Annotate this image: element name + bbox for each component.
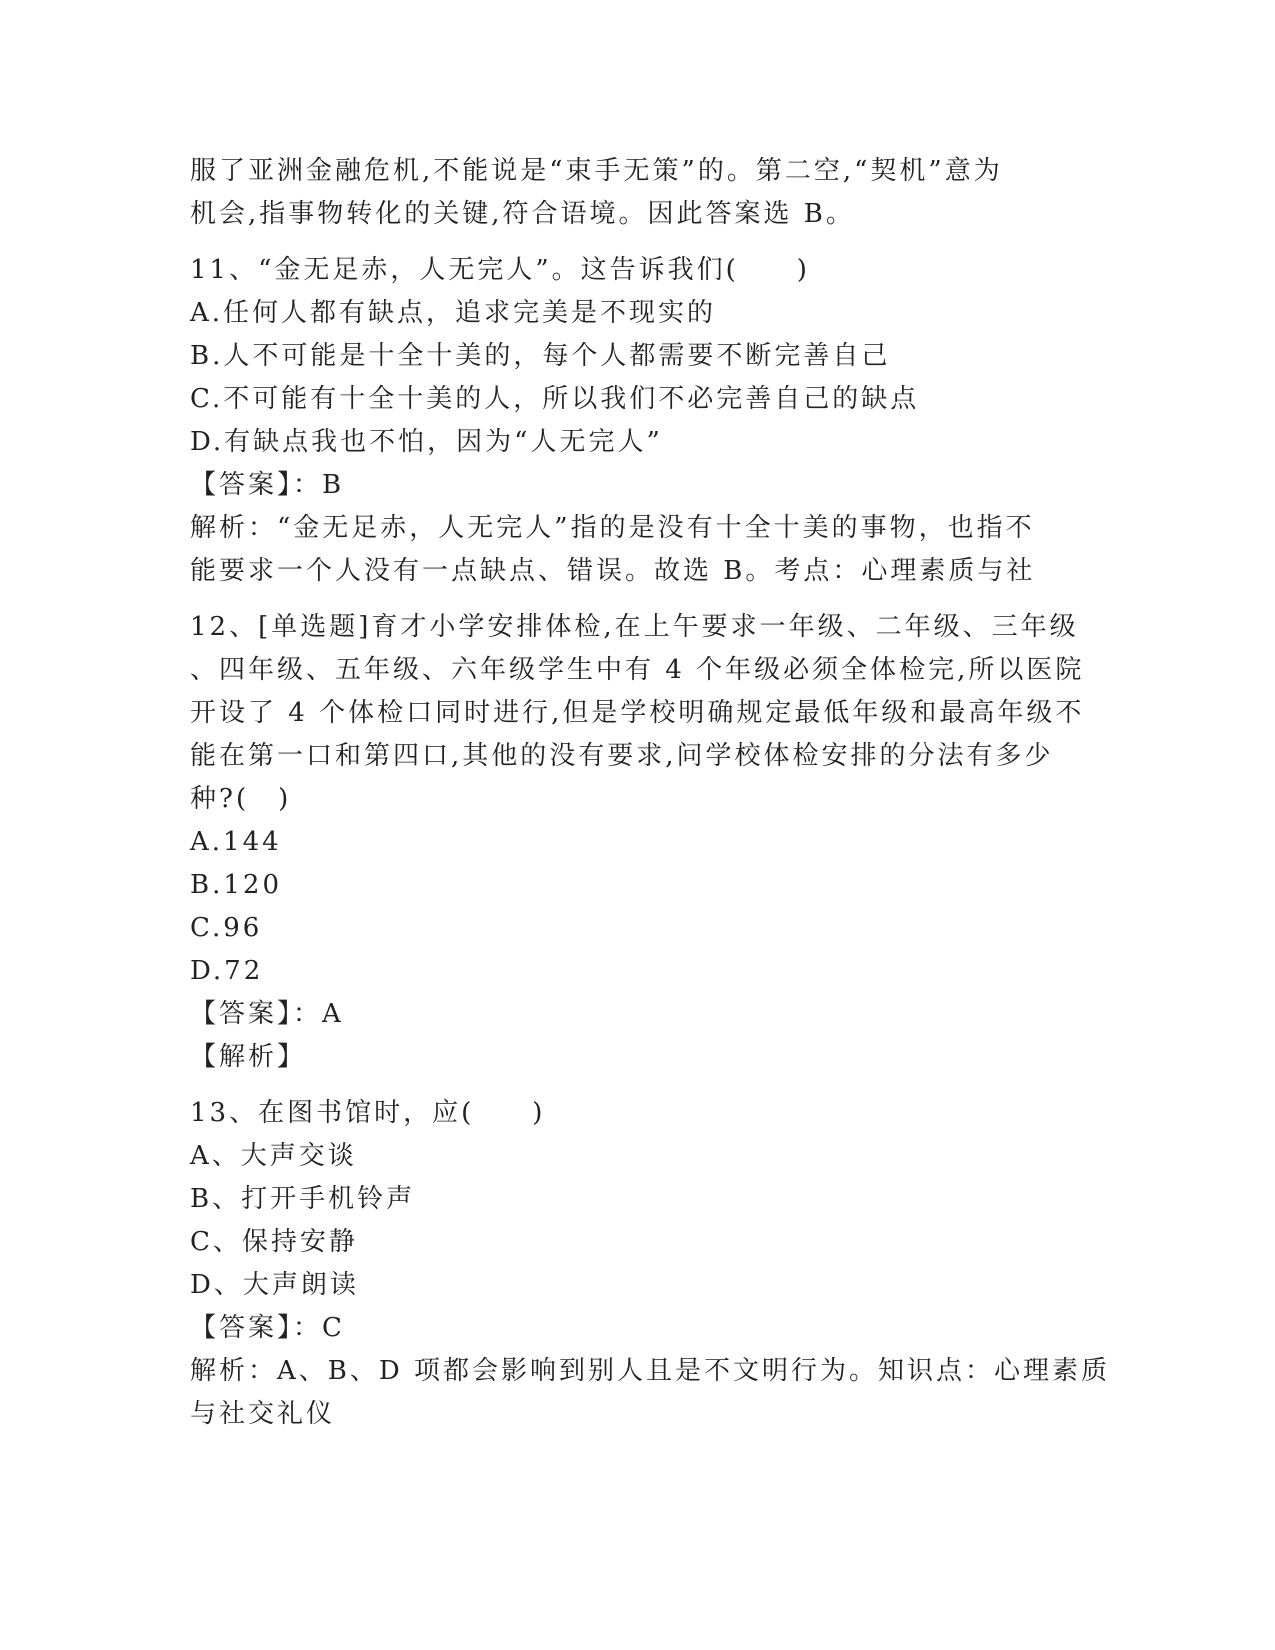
answer-line: 【答案】：B <box>190 470 345 500</box>
option-c: C、保持安静 <box>190 1227 358 1257</box>
analysis-label: 【解析】 <box>190 1042 307 1072</box>
answer-line: 【答案】：A <box>190 999 344 1029</box>
question-12 <box>190 606 1090 1079</box>
question-stem: 13、在图书馆时，应( ) <box>190 1098 546 1128</box>
option-b: B.120 <box>190 870 282 900</box>
spacer <box>190 593 1090 606</box>
intro-line: 服了亚洲金融危机,不能说是“束手无策”的。第二空,“契机”意为 <box>190 156 1003 186</box>
analysis-line: 能要求一个人没有一点缺点、错误。故选 B。考点：心理素质与社 <box>190 556 1036 586</box>
option-a: A.144 <box>190 827 282 857</box>
option-a: A.任何人都有缺点，追求完美是不现实的 <box>190 298 717 328</box>
document-content <box>190 150 1110 1436</box>
analysis-line: 与社交礼仪 <box>190 1399 336 1429</box>
option-b: B、打开手机铃声 <box>190 1184 416 1214</box>
question-11 <box>190 249 1090 593</box>
intro-line: 机会,指事物转化的关键,符合语境。因此答案选 B。 <box>190 199 855 229</box>
question-stem: 种?( ) <box>190 784 292 814</box>
question-stem: 开设了 4 个体检口同时进行,但是学校明确规定最低年级和最高年级不 <box>190 698 1085 728</box>
question-stem: 能在第一口和第四口,其他的没有要求,问学校体检安排的分法有多少 <box>190 741 1054 771</box>
question-stem: 12、[单选题]育才小学安排体检,在上午要求一年级、二年级、三年级 <box>190 612 1079 642</box>
analysis-line: 解析：“金无足赤，人无完人”指的是没有十全十美的事物，也指不 <box>190 513 1035 543</box>
intro-analysis <box>190 150 1090 236</box>
question-stem: 11、“金无足赤，人无完人”。这告诉我们( ) <box>190 255 810 285</box>
answer-line: 【答案】：C <box>190 1313 345 1343</box>
option-d: D.有缺点我也不怕，因为“人无完人” <box>190 427 663 457</box>
option-a: A、大声交谈 <box>190 1141 357 1171</box>
option-c: C.不可能有十全十美的人，所以我们不必完善自己的缺点 <box>190 384 920 414</box>
spacer <box>190 1079 1090 1092</box>
option-d: D.72 <box>190 956 264 986</box>
option-c: C.96 <box>190 913 263 943</box>
question-stem: 、四年级、五年级、六年级学生中有 4 个年级必须全体检完,所以医院 <box>190 655 1085 685</box>
option-b: B.人不可能是十全十美的，每个人都需要不断完善自己 <box>190 341 891 371</box>
analysis-line: 解析：A、B、D 项都会影响到别人且是不文明行为。知识点：心理素质 <box>190 1356 1110 1386</box>
question-13 <box>190 1092 1110 1436</box>
option-d: D、大声朗读 <box>190 1270 359 1300</box>
spacer <box>190 236 1090 249</box>
